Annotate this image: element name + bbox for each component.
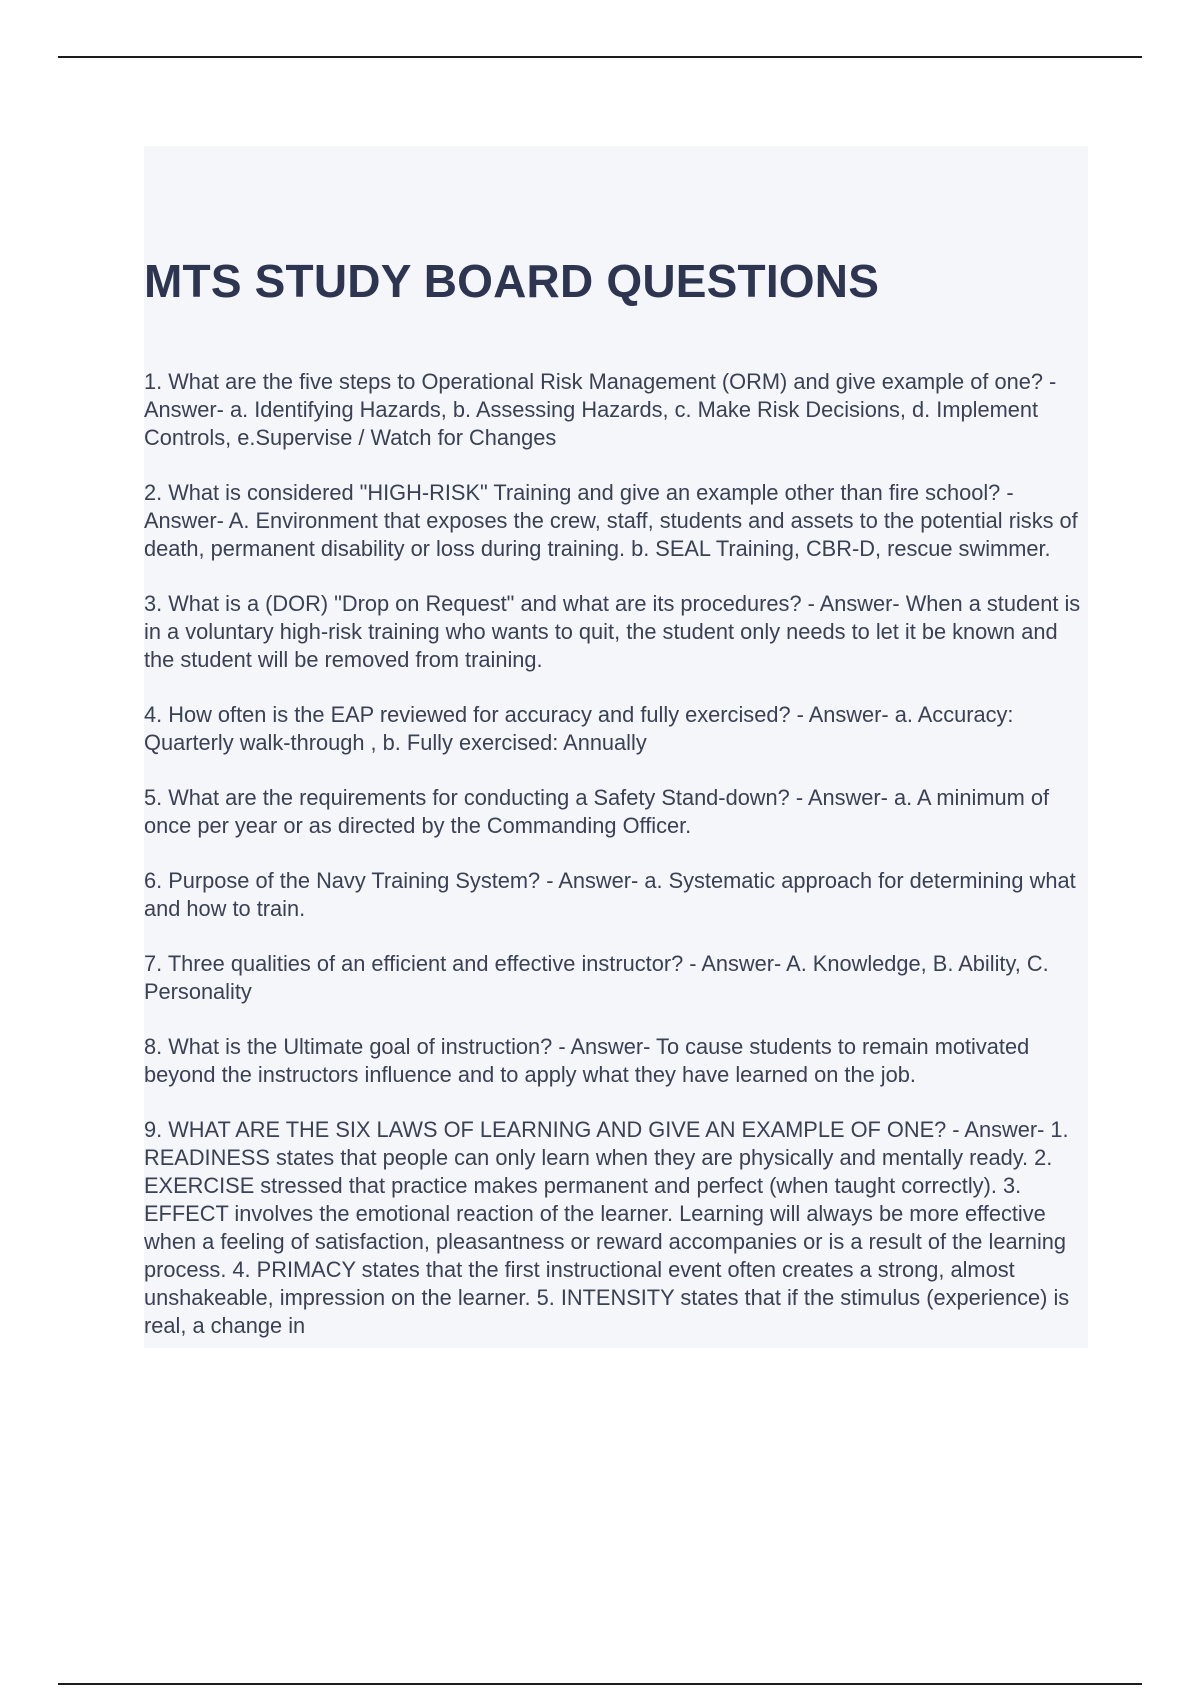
- question-item-7: 7. Three qualities of an efficient and effective instructor? - Answer- A. Knowledge, B. Ability, C. Personality: [144, 951, 1049, 1004]
- title-block: [144, 146, 1088, 368]
- question-item-9: 9. WHAT ARE THE SIX LAWS OF LEARNING AND GIVE AN EXAMPLE OF ONE? - Answer- 1. READINESS states that people can only learn when they are physically and mentally ready. 2. EXERCISE stressed that practice makes permanent and perfect (when taught correctly). 3. EFFECT involves the emotional reaction of the learner. Learning will always be more effective when a feeling of satisfaction, pleasantness or reward accompanies or is a result of the learning process. 4. PRIMACY states that the first instructional event often creates a strong, almost unshakeable, impression on the learner. 5. INTENSITY states that if the stimulus (experience) is real, a change in: [144, 1117, 1070, 1338]
- document-title: MTS STUDY BOARD QUESTIONS: [144, 255, 880, 307]
- question-item-5: 5. What are the requirements for conducting a Safety Stand-down? - Answer- a. A minimum of once per year or as directed by the Commanding Officer.: [144, 785, 1050, 838]
- question-item-6: 6. Purpose of the Navy Training System? - Answer- a. Systematic approach for determining what and how to train.: [144, 868, 1076, 921]
- question-item-1: 1. What are the five steps to Operational Risk Management (ORM) and give example of one? - Answer- a. Identifying Hazards, b. Assessing Hazards, c. Make Risk Decisions, d. Implement Controls, e.Supervise / Watch for Changes: [144, 369, 1057, 450]
- page-top-rule: [58, 56, 1142, 58]
- question-item-4: 4. How often is the EAP reviewed for accuracy and fully exercised? - Answer- a. Accuracy: Quarterly walk-through , b. Fully exercised: Annually: [144, 702, 1014, 755]
- page-bottom-rule: [58, 1683, 1142, 1685]
- document-content: [144, 146, 1088, 1348]
- question-item-2: 2. What is considered "HIGH-RISK" Training and give an example other than fire school? - Answer- A. Environment that exposes the crew, staff, students and assets to the potential risks of death, permanent disability or loss during training. b. SEAL Training, CBR-D, rescue swimmer.: [144, 480, 1078, 561]
- question-item-3: 3. What is a (DOR) "Drop on Request" and what are its procedures? - Answer- When a student is in a voluntary high-risk training who wants to quit, the student only needs to let it be known and the student will be removed from training.: [144, 591, 1081, 672]
- question-item-8: 8. What is the Ultimate goal of instruction? - Answer- To cause students to remain motivated beyond the instructors influence and to apply what they have learned on the job.: [144, 1034, 1030, 1087]
- question-list: [144, 368, 1088, 1348]
